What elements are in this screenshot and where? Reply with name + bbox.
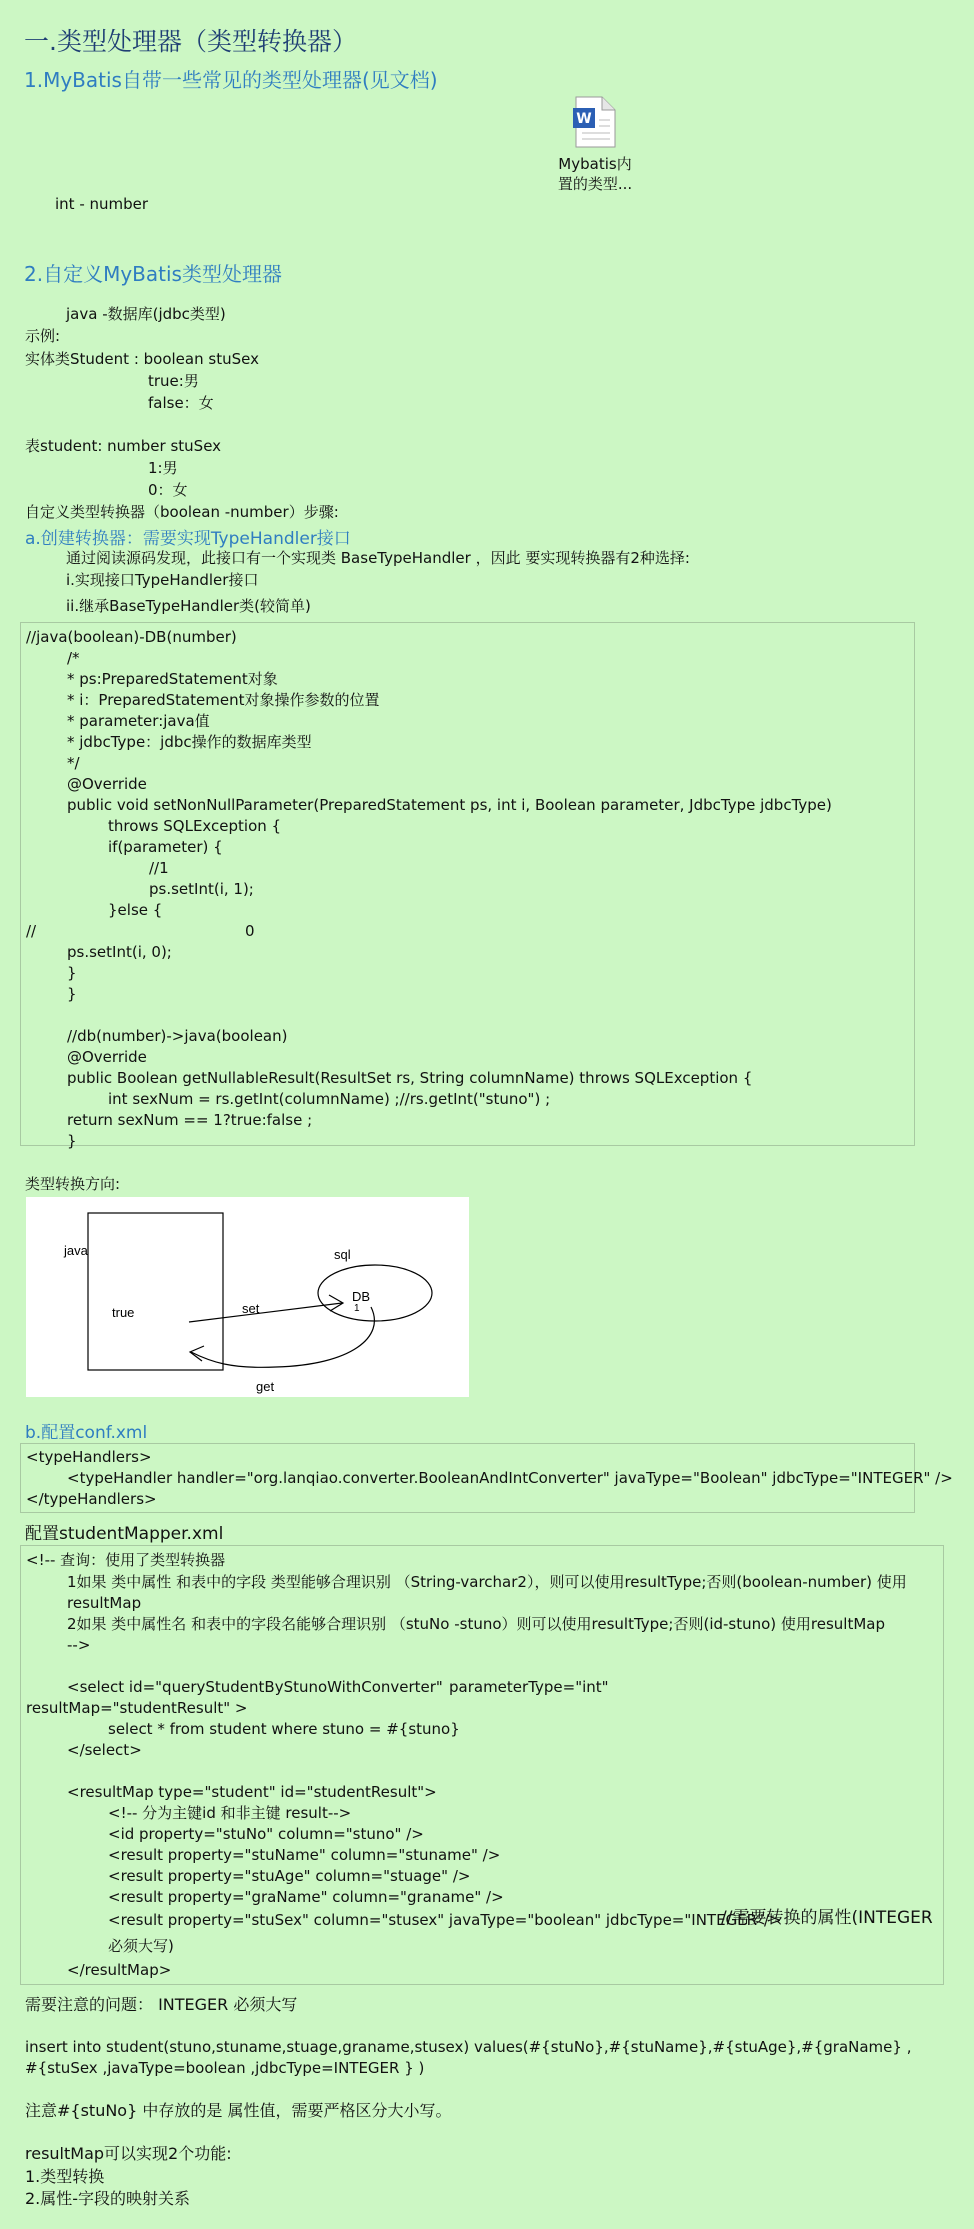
svg-text:W: W (576, 111, 592, 127)
code-line: <result property="stuSex" column="stusex" javaType="boolean" jdbcType="INTEGER"/> (108, 1911, 782, 1929)
code-line: public void setNonNullParameter(PreparedStatement ps, int i, Boolean parameter, JdbcType jdbcType) (67, 796, 832, 814)
code-line: 1如果 类中属性 和表中的字段 类型能够合理识别 （String-varchar2），则可以使用resultType;否则(boolean-number) 使用 (67, 1573, 907, 1591)
attachment-name-line2: 置的类型... (557, 175, 633, 193)
code-line: <result property="stuName" column="stuname" /> (108, 1846, 501, 1864)
code-line: } (67, 964, 77, 982)
insert-line-1: insert into student(stuno,stuname,stuage,graname,stusex) values(#{stuNo},#{stuName},#{stuAge},#{graName} , (25, 2038, 912, 2056)
section2-heading: 2.自定义MyBatis类型处理器 (24, 262, 282, 286)
text-line: true:男 (148, 372, 199, 390)
resultmap-note: resultMap可以实现2个功能: (25, 2144, 232, 2163)
code-line: resultMap="studentResult" > (26, 1699, 248, 1717)
code-line: </resultMap> (67, 1961, 172, 1979)
type-mapping-line: int - number (55, 195, 149, 213)
set-arrow (189, 1303, 342, 1322)
text-line: false：女 (148, 394, 214, 412)
code-line: <!-- 查询：使用了类型转换器 (26, 1551, 226, 1569)
direction-label: 类型转换方向: (25, 1175, 121, 1193)
text-line: java -数据库(jdbc类型) (66, 305, 226, 323)
code-line: return sexNum == 1?true:false ; (67, 1111, 313, 1129)
code-line: 0 (245, 922, 255, 940)
text-line: 实体类Student : boolean stuSex (25, 350, 259, 368)
code-line: <id property="stuNo" column="stuno" /> (108, 1825, 424, 1843)
code-line: //需要转换的属性(INTEGER (721, 1908, 933, 1928)
code-line: 2如果 类中属性名 和表中的字段名能够合理识别 （stuNo -stuno）则可以使用resultType;否则(id-stuno) 使用resultMap (67, 1615, 886, 1633)
attachment-name-line1: Mybatis内 (558, 155, 632, 173)
code-block-converter (20, 622, 915, 1150)
db-ellipse (318, 1265, 432, 1321)
code-line: //1 (149, 859, 169, 877)
type-conversion-diagram (26, 1197, 469, 1397)
diagram-db-label: DB (352, 1289, 371, 1304)
code-line: <resultMap type="student" id="studentResult"> (67, 1783, 437, 1801)
step-a-heading: a.创建转换器：需要实现TypeHandler接口 (25, 529, 351, 549)
resultmap-feature-1: 1.类型转换 (25, 2167, 105, 2186)
code-line: }else { (108, 901, 163, 919)
code-line: @Override (67, 1048, 147, 1066)
code-line: </select> (67, 1741, 142, 1759)
code-line: <select id="queryStudentByStunoWithConverter" (67, 1678, 443, 1696)
text-line: 自定义类型转换器（boolean -number）步骤: (25, 503, 339, 521)
code-line: // (26, 922, 37, 940)
get-arrow (191, 1307, 374, 1367)
attention-note: 需要注意的问题： INTEGER 必须大写 (25, 1995, 298, 2014)
code-line: <result property="stuAge" column="stuage" /> (108, 1867, 471, 1885)
case-note: 注意#{stuNo} 中存放的是 属性值，需要严格区分大小写。 (25, 2101, 452, 2120)
diagram-sql-label: sql (334, 1247, 351, 1262)
diagram-get-label: get (256, 1379, 275, 1394)
code-block-conf (20, 1443, 953, 1513)
code-line: } (67, 985, 77, 1003)
word-doc-icon[interactable] (572, 96, 616, 148)
code-line: <result property="graName" column="graname" /> (108, 1888, 504, 1906)
code-line: } (67, 1132, 77, 1150)
step-b-heading: b.配置conf.xml (25, 1423, 148, 1443)
code-line: parameterType="int" (449, 1678, 609, 1696)
code-line: * i：PreparedStatement对象操作参数的位置 (67, 691, 380, 709)
insert-line-2: #{stuSex ,javaType=boolean ,jdbcType=INTEGER } ) (25, 2059, 425, 2077)
page-title: 一.类型处理器（类型转换器） (24, 27, 357, 56)
code-line: ps.setInt(i, 0); (67, 943, 172, 961)
resultmap-feature-2: 2.属性-字段的映射关系 (25, 2189, 191, 2208)
code-line: */ (67, 754, 80, 772)
text-line: ii.继承BaseTypeHandler类(较简单) (66, 597, 311, 615)
code-line: public Boolean getNullableResult(ResultSet rs, String columnName) throws SQLException { (67, 1069, 753, 1087)
code-line: <typeHandlers> (26, 1448, 152, 1466)
code-line: @Override (67, 775, 147, 793)
code-line: * jdbcType：jdbc操作的数据库类型 (67, 733, 312, 751)
code-line: * parameter:java值 (67, 712, 210, 730)
code-line: /* (67, 649, 80, 667)
text-line: 0：女 (148, 481, 188, 499)
text-line: 表student: number stuSex (25, 437, 222, 455)
code-line: //db(number)->java(boolean) (67, 1027, 288, 1045)
code-line: int sexNum = rs.getInt(columnName) ;//rs.getInt("stuno") ; (108, 1090, 551, 1108)
code-line: select * from student where stuno = #{stuno} (108, 1720, 460, 1738)
diagram-db-one: 1 (354, 1303, 360, 1314)
code-line: --> (67, 1636, 91, 1654)
code-line: * ps:PreparedStatement对象 (67, 670, 278, 688)
code-line: </typeHandlers> (26, 1490, 157, 1508)
code-line: ps.setInt(i, 1); (149, 880, 254, 898)
code-line: //java(boolean)-DB(number) (26, 628, 237, 646)
code-line: 必须大写) (108, 1937, 174, 1955)
code-line: resultMap (67, 1594, 142, 1612)
code-line: if(parameter) { (108, 838, 223, 856)
text-line: 通过阅读源码发现，此接口有一个实现类 BaseTypeHandler ，因此 要实现转换器有2种选择: (66, 549, 690, 567)
section1-heading: 1.MyBatis自带一些常见的类型处理器(见文档) (24, 68, 438, 92)
diagram-set-label: set (242, 1301, 260, 1316)
text-line: 示例: (25, 327, 61, 345)
code-line: <!-- 分为主键id 和非主键 result--> (108, 1804, 352, 1822)
diagram-java-label: java (64, 1243, 88, 1258)
attachment-name[interactable] (545, 154, 645, 194)
diagram-true-label: true (112, 1305, 135, 1320)
code-line: <typeHandler handler="org.lanqiao.converter.BooleanAndIntConverter" javaType="Boolean" jdbcType="INTEGER" /> (67, 1469, 953, 1487)
mapper-label: 配置studentMapper.xml (25, 1524, 224, 1544)
code-block-mapper (20, 1545, 944, 1985)
text-line: 1:男 (148, 459, 178, 477)
code-line: throws SQLException { (108, 817, 282, 835)
text-line: i.实现接口TypeHandler接口 (66, 571, 259, 589)
